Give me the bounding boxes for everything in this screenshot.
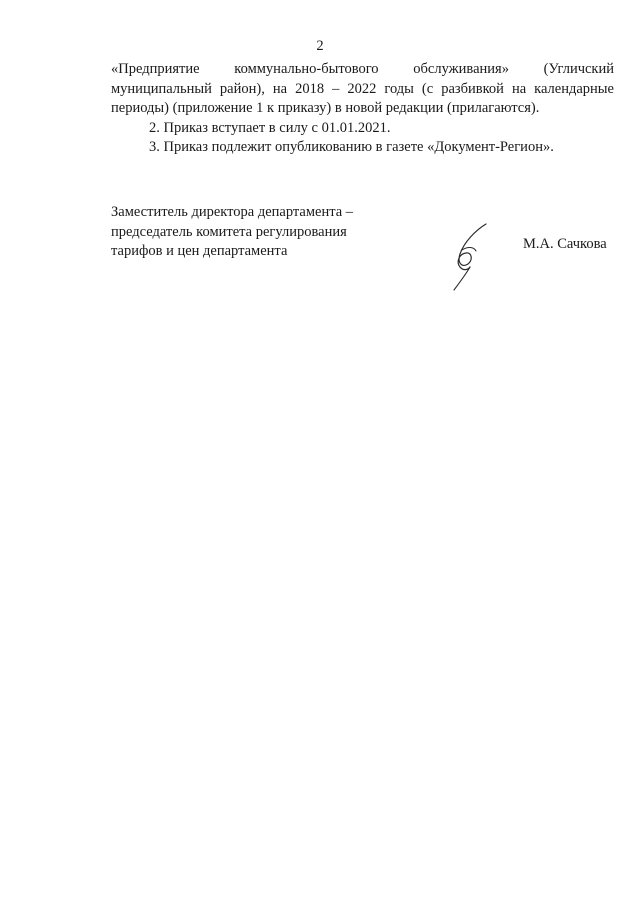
page-number: 2 [316,38,324,54]
signatory-name: М.А. Сачкова [523,236,607,252]
paragraph-item-2 [111,119,614,139]
item-2-text: 2. Приказ вступает в силу с 01.01.2021. [149,119,391,136]
signatory-position [111,203,411,262]
body-text [111,60,614,158]
paragraph-item-3 [111,138,614,158]
paragraph-1-line-3: периоды) (приложение 1 к приказу) в новой редакции (прилагаются). [111,100,540,116]
signatory-position-line-2: председатель комитета регулирования [111,223,347,240]
paragraph-1-line-2: муниципальный район), на 2018 – 2022 годы (с разбивкой на календарные [111,80,614,97]
signatory-position-line-3: тарифов и цен департамента [111,243,288,259]
item-3-text: 3. Приказ подлежит опубликованию в газете «Документ-Регион». [149,139,554,155]
paragraph-1-line-1: «Предприятие коммунально-бытового обслуживания» (Угличский [111,61,614,77]
handwritten-signature-icon [446,220,496,292]
signatory-position-line-1: Заместитель директора департамента – [111,204,354,220]
paragraph-1 [111,60,614,119]
